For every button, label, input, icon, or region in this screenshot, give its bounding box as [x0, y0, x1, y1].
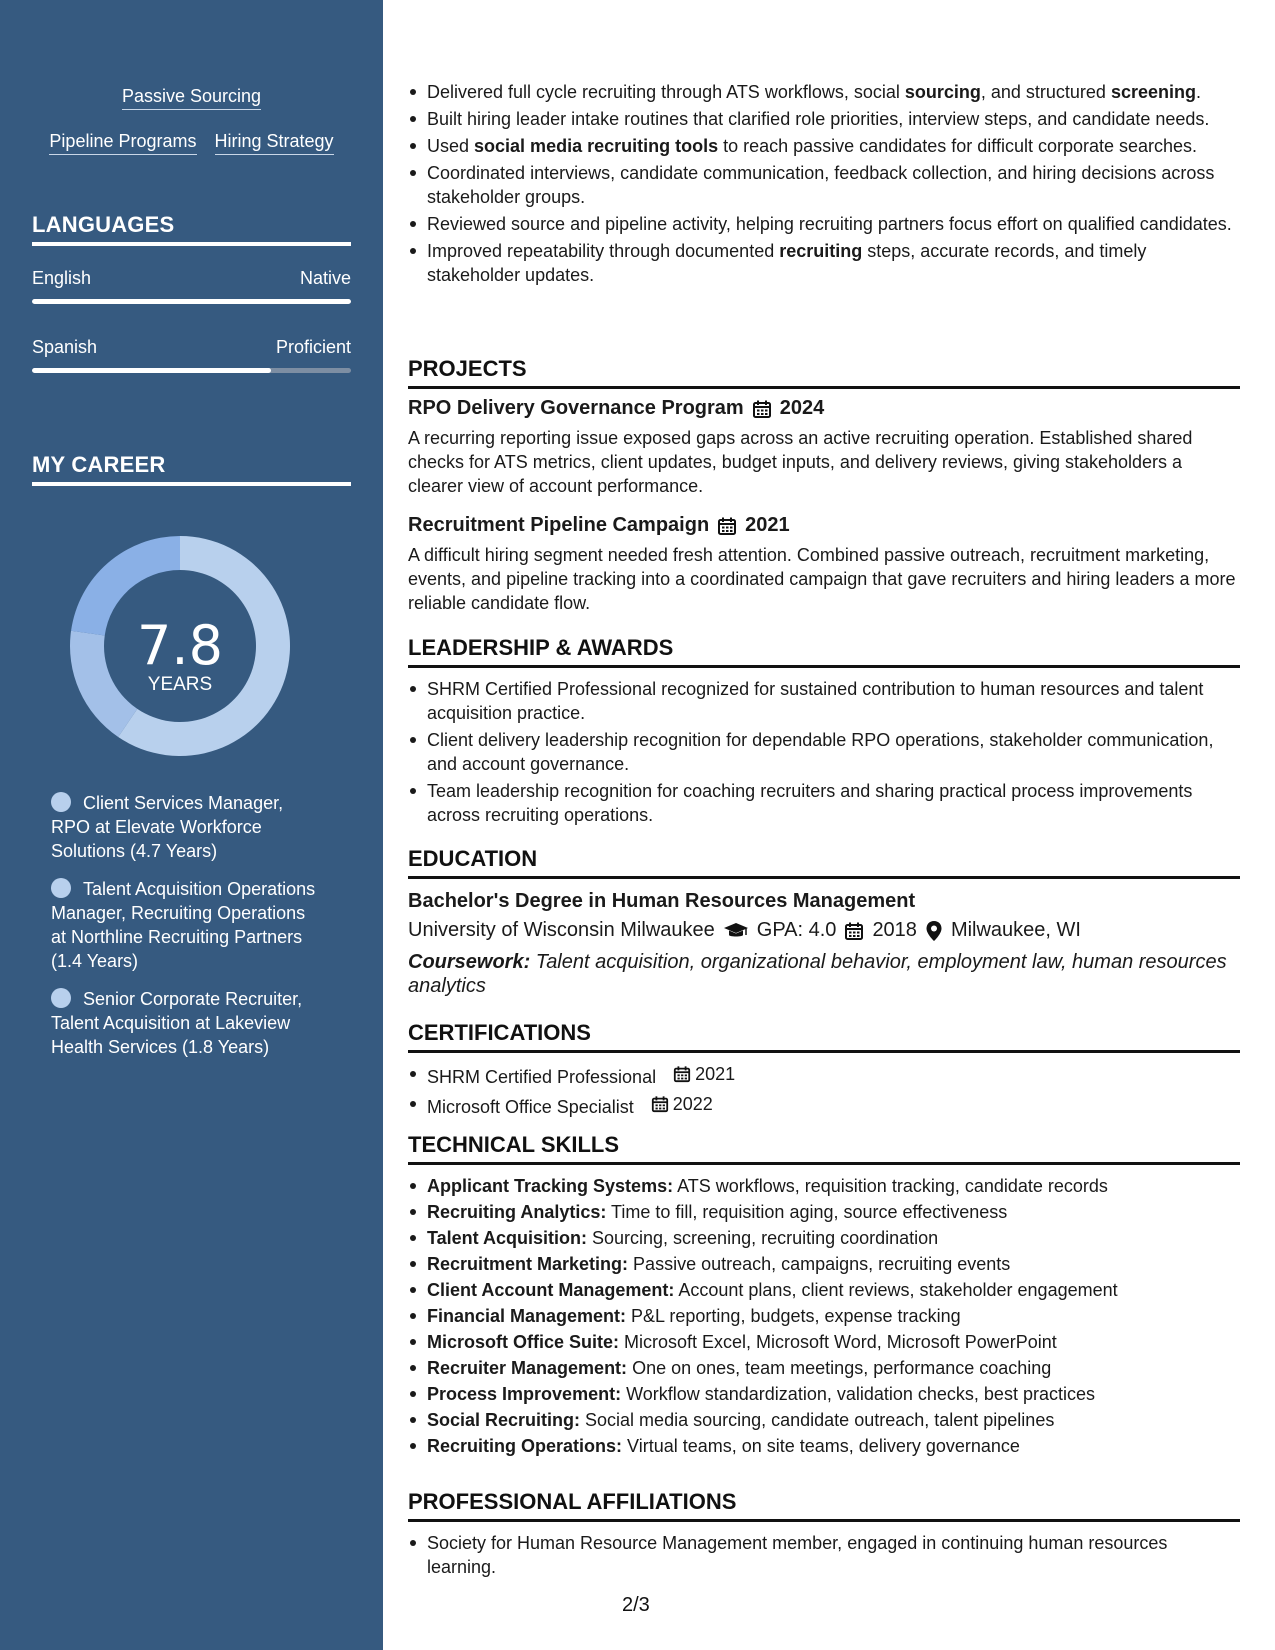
skill-item: [408, 1304, 1240, 1328]
language-bar: [32, 299, 351, 304]
language-bar-fill: [32, 368, 271, 373]
skill-item: [408, 1200, 1240, 1224]
list-item: Society for Human Resource Management member, engaged in continuing human resources learning.: [408, 1531, 1240, 1579]
education-heading: EDUCATION: [408, 846, 1240, 879]
career-donut-segment: [70, 631, 137, 737]
skill-value: Microsoft Excel, Microsoft Word, Microsoft PowerPoint: [619, 1332, 1057, 1352]
skill-label: Financial Management:: [427, 1306, 627, 1326]
skill-value: Time to fill, requisition aging, source effectiveness: [606, 1202, 1008, 1222]
text: Improved repeatability through documented: [427, 241, 780, 261]
skill-label: Recruiting Operations:: [427, 1436, 623, 1456]
language-row: [32, 337, 351, 358]
bold-text: sourcing: [904, 82, 981, 102]
project-item: [408, 397, 1240, 498]
career-years-label: YEARS: [147, 674, 213, 695]
tag-hiring-strategy[interactable]: Hiring Strategy: [215, 131, 334, 155]
skill-value: P&L reporting, budgets, expense tracking: [626, 1306, 961, 1326]
text: Used: [427, 136, 475, 156]
skill-item: [408, 1226, 1240, 1250]
education-school: University of Wisconsin Milwaukee: [408, 919, 715, 941]
experience-bullet: [408, 80, 1240, 104]
list-item: [408, 1062, 1240, 1089]
skill-value: ATS workflows, requisition tracking, candidate records: [673, 1176, 1108, 1196]
projects-heading: PROJECTS: [408, 356, 1240, 389]
career-dot: [51, 988, 71, 1008]
project-description: A recurring reporting issue exposed gaps across an active recruiting operation. Established shared checks for ATS metrics, client updates, budget inputs, and delivery reviews, giving stakeholders a clearer view of account performance.: [408, 428, 1193, 496]
skill-item: [408, 1278, 1240, 1302]
technical-skills-list: [408, 1174, 1240, 1460]
text: steps, accurate records, and timely stakeholder updates.: [427, 241, 1147, 285]
experience-bullet: [408, 107, 1240, 131]
certification-year: 2022: [672, 1094, 713, 1114]
skill-label: Social Recruiting:: [427, 1410, 581, 1430]
languages-heading: LANGUAGES: [32, 212, 351, 246]
career-item-text: Talent Acquisition Operations Manager, Recruiting Operations at Northline Recruiting Partners (1.4 Years): [51, 879, 316, 971]
language-level: Native: [299, 268, 351, 288]
career-dot: [51, 792, 71, 812]
language-name: English: [32, 268, 92, 288]
project-item: [408, 514, 1240, 615]
tag-row: [32, 86, 351, 110]
tag-row: [32, 131, 351, 155]
skill-label: Microsoft Office Suite:: [427, 1332, 620, 1352]
certifications-list: [408, 1062, 1240, 1122]
calendar-icon: [717, 516, 737, 536]
career-item: [51, 791, 321, 863]
page-number: 2/3: [622, 1594, 650, 1616]
career-donut-chart: [60, 526, 300, 766]
skill-label: Recruitment Marketing:: [427, 1254, 629, 1274]
skill-item: [408, 1356, 1240, 1380]
text: Delivered full cycle recruiting through ATS workflows, social: [427, 82, 905, 102]
list-item: [408, 1092, 1240, 1119]
experience-bullet: [408, 239, 1240, 287]
certification-name: SHRM Certified Professional: [427, 1067, 657, 1087]
coursework-text: Talent acquisition, organizational behavior, employment law, human resources analytics: [408, 951, 1227, 997]
tag-passive-sourcing[interactable]: Passive Sourcing: [122, 86, 261, 110]
project-description: A difficult hiring segment needed fresh attention. Combined passive outreach, recruitment marketing, events, and pipeline tracking into a coordinated campaign that gave recruiters and hiring leaders a more reliable candidate flow.: [408, 545, 1236, 613]
skill-label: Process Improvement:: [427, 1384, 622, 1404]
technical-skills-heading: TECHNICAL SKILLS: [408, 1132, 1240, 1165]
affiliations-heading: PROFESSIONAL AFFILIATIONS: [408, 1489, 1240, 1522]
skill-value: One on ones, team meetings, performance coaching: [627, 1358, 1052, 1378]
experience-bullet: [408, 212, 1240, 236]
skill-label: Applicant Tracking Systems:: [427, 1176, 674, 1196]
career-item: [51, 987, 321, 1059]
career-dot: [51, 878, 71, 898]
language-level: Proficient: [275, 337, 351, 357]
text: Built hiring leader intake routines that clarified role priorities, interview steps, and candidate needs.: [427, 109, 1210, 129]
tag-pipeline-programs[interactable]: Pipeline Programs: [49, 131, 196, 155]
skill-label: Recruiting Analytics:: [427, 1202, 607, 1222]
skill-value: Account plans, client reviews, stakeholder engagement: [674, 1280, 1118, 1300]
coursework-label: Coursework:: [408, 951, 531, 973]
certifications-heading: CERTIFICATIONS: [408, 1020, 1240, 1053]
skill-value: Social media sourcing, candidate outreach, talent pipelines: [580, 1410, 1055, 1430]
text: Coordinated interviews, candidate communication, feedback collection, and hiring decisions across stakeholder groups.: [427, 163, 1215, 207]
career-item: [51, 877, 321, 973]
skill-value: Virtual teams, on site teams, delivery governance: [622, 1436, 1020, 1456]
skill-item: [408, 1382, 1240, 1406]
text: to reach passive candidates for difficult corporate searches.: [718, 136, 1198, 156]
bold-text: screening: [1110, 82, 1196, 102]
skill-label: Recruiter Management:: [427, 1358, 628, 1378]
language-row: [32, 268, 351, 289]
skill-value: Sourcing, screening, recruiting coordination: [587, 1228, 939, 1248]
project-year: 2024: [779, 397, 825, 419]
text: .: [1196, 82, 1202, 102]
career-item-text: Senior Corporate Recruiter, Talent Acquisition at Lakeview Health Services (1.8 Years): [51, 989, 303, 1057]
location-pin-icon: [925, 920, 943, 942]
text: , and structured: [980, 82, 1111, 102]
education-location: Milwaukee, WI: [950, 919, 1081, 941]
list-item: Team leadership recognition for coaching recruiters and sharing practical process improvements across recruiting operations.: [408, 779, 1240, 827]
experience-bullet: [408, 161, 1240, 209]
skill-item: [408, 1408, 1240, 1432]
skill-label: Talent Acquisition:: [427, 1228, 587, 1248]
education-year: 2018: [872, 919, 917, 941]
education-degree: Bachelor's Degree in Human Resources Management: [408, 890, 916, 912]
skill-item: [408, 1252, 1240, 1276]
leadership-heading: LEADERSHIP & AWARDS: [408, 635, 1240, 668]
language-name: Spanish: [32, 337, 98, 357]
list-item: Client delivery leadership recognition for dependable RPO operations, stakeholder communication, and account governance.: [408, 728, 1240, 776]
calendar-icon: [651, 1095, 669, 1113]
experience-bullet: [408, 134, 1240, 158]
graduation-cap-icon: [723, 921, 749, 941]
skill-value: Passive outreach, campaigns, recruiting events: [628, 1254, 1011, 1274]
affiliations-list: [408, 1531, 1240, 1582]
text: Reviewed source and pipeline activity, helping recruiting partners focus effort on qualified candidates.: [427, 214, 1232, 234]
calendar-icon: [752, 399, 772, 419]
skill-item: [408, 1330, 1240, 1354]
education-entry: [408, 890, 1240, 998]
bold-text: recruiting: [779, 241, 863, 261]
project-year: 2021: [745, 514, 790, 536]
language-bar: [32, 368, 351, 373]
career-item-text: Client Services Manager, RPO at Elevate Workforce Solutions (4.7 Years): [51, 793, 284, 861]
leadership-list: [408, 677, 1240, 830]
list-item: SHRM Certified Professional recognized for sustained contribution to human resources and talent acquisition practice.: [408, 677, 1240, 725]
education-coursework: [408, 950, 1240, 998]
experience-bullets: [408, 80, 1240, 290]
skill-item: [408, 1174, 1240, 1198]
sidebar: [0, 0, 383, 1650]
certification-year: 2021: [695, 1064, 736, 1084]
calendar-icon: [673, 1065, 691, 1083]
skill-value: Workflow standardization, validation checks, best practices: [621, 1384, 1095, 1404]
bold-text: social media recruiting tools: [474, 136, 719, 156]
calendar-icon: [844, 921, 864, 941]
project-title: Recruitment Pipeline Campaign: [408, 514, 710, 536]
career-years-value: 7.8: [137, 614, 223, 677]
skill-item: [408, 1434, 1240, 1458]
language-bar-fill: [32, 299, 351, 304]
career-heading: MY CAREER: [32, 452, 351, 486]
education-gpa: GPA: 4.0: [756, 919, 837, 941]
project-title: RPO Delivery Governance Program: [408, 397, 744, 419]
certification-name: Microsoft Office Specialist: [427, 1097, 634, 1117]
skill-label: Client Account Management:: [427, 1280, 675, 1300]
